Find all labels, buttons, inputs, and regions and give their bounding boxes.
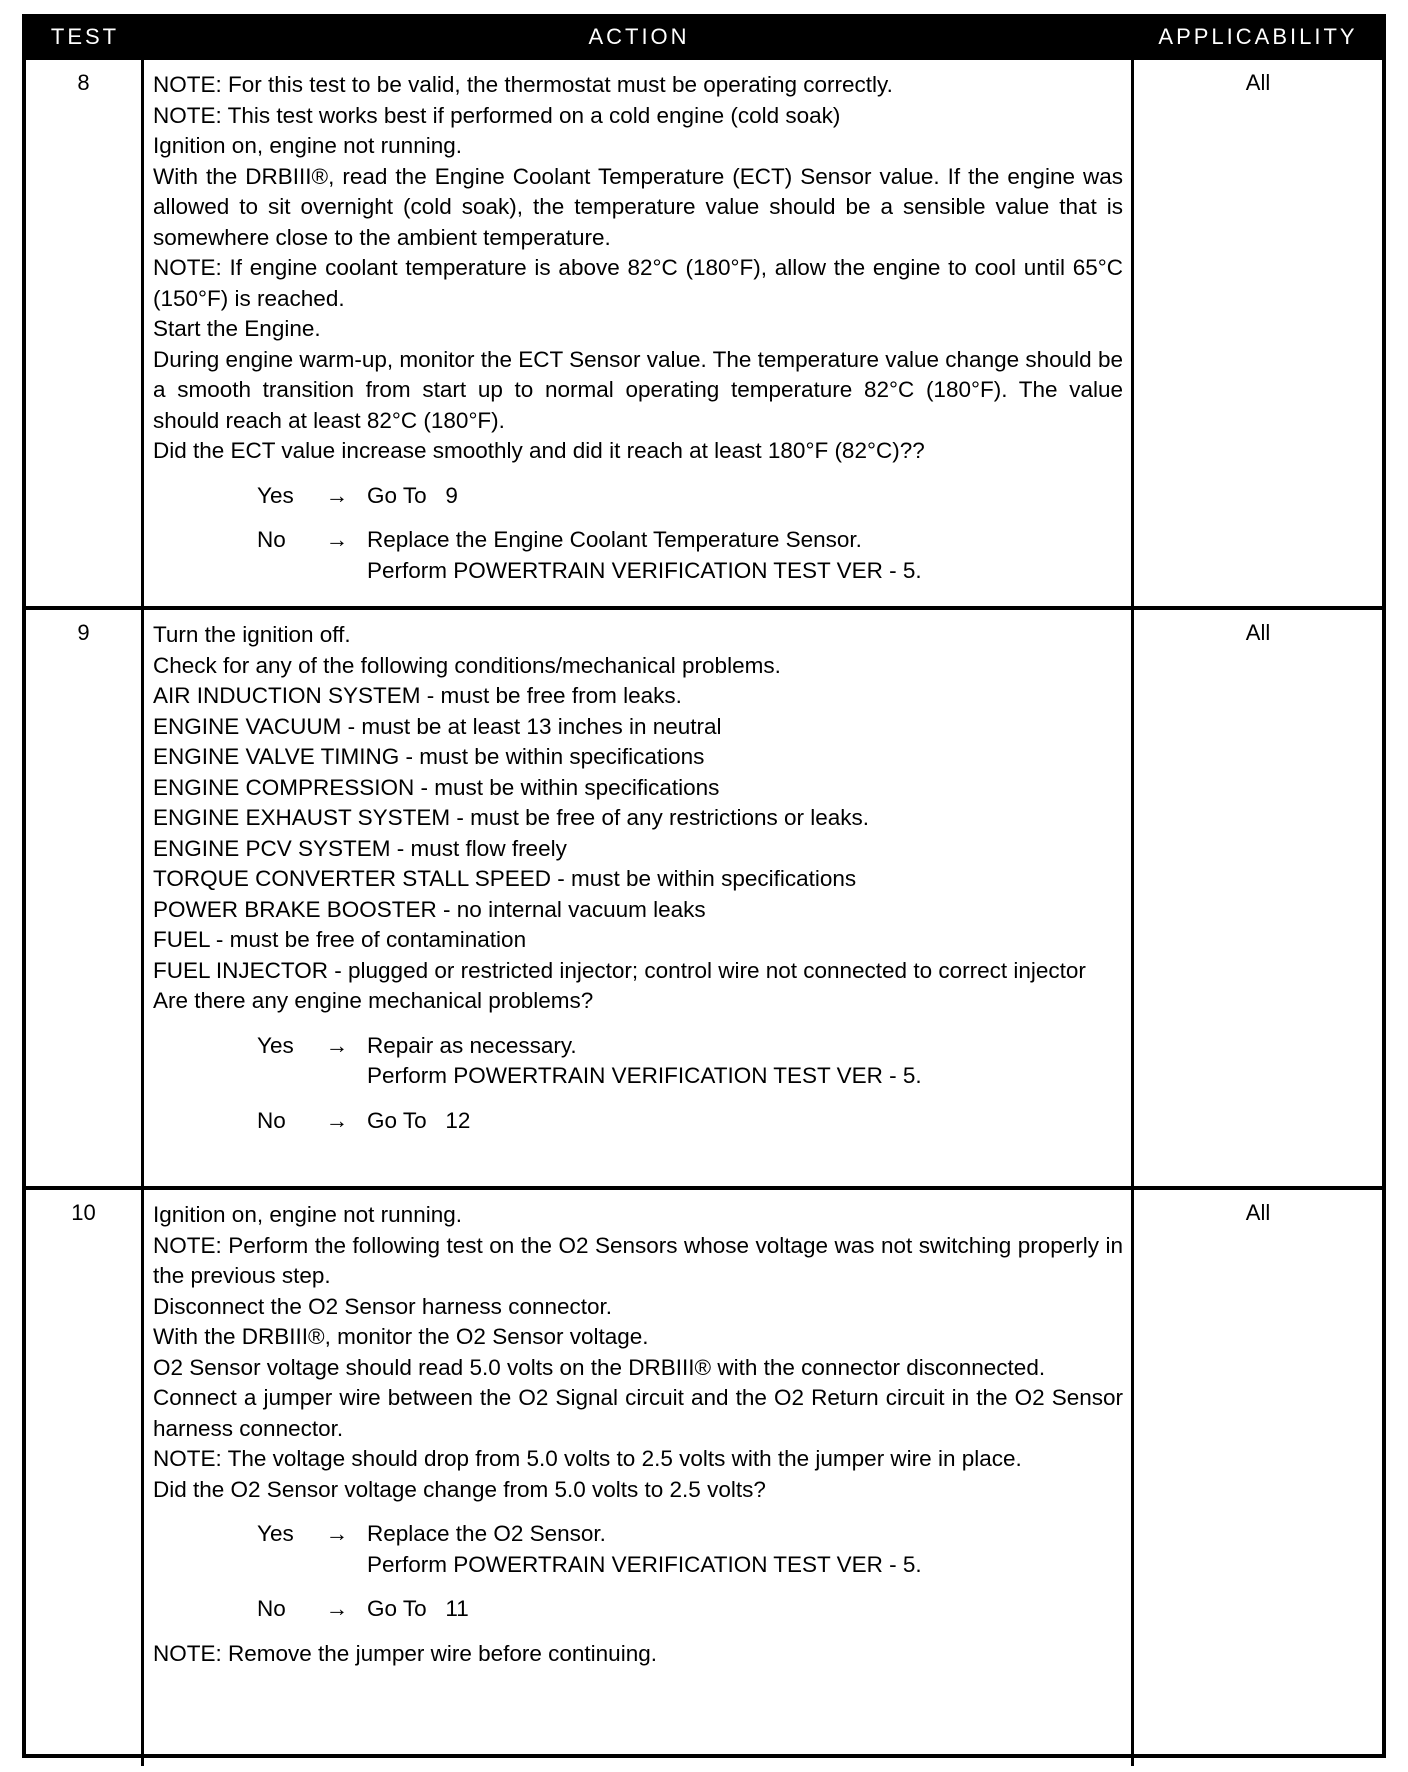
action-line: Check for any of the following conditions/mechanical problems. xyxy=(153,652,781,678)
table-row xyxy=(26,56,1382,606)
action-question: Did the ECT value increase smoothly and did it reach at least 180°F (82°C)?? xyxy=(153,438,925,463)
action-line: NOTE: The voltage should drop from 5.0 volts to 2.5 volts with the jumper wire in place. xyxy=(153,1446,1022,1471)
action-line: With the DRBIII®, monitor the O2 Sensor voltage. xyxy=(153,1324,649,1349)
action-line: Turn the ignition off. xyxy=(153,622,351,647)
yes-action-2: Perform POWERTRAIN VERIFICATION TEST VER - 5. xyxy=(367,1551,922,1577)
arrow-right-icon: → xyxy=(325,1596,349,1621)
applicability: All xyxy=(1245,1200,1271,1225)
no-label: No xyxy=(257,1596,286,1621)
action-line: During engine warm-up, monitor the ECT Sensor value. The temperature value change should be a smooth transition from start up to normal operating temperature 82°C (180°F). The value should reach at least 82°C (180°F). xyxy=(153,346,1123,433)
action-line: NOTE: This test works best if performed on a cold engine (cold soak) xyxy=(153,102,841,128)
header-test: TEST xyxy=(50,24,120,49)
yes-label: Yes xyxy=(257,1521,294,1546)
action-question: Are there any engine mechanical problems? xyxy=(153,988,594,1013)
action-line: FUEL - must be free of contamination xyxy=(153,927,527,952)
applicability: All xyxy=(1245,620,1271,645)
arrow-right-icon: → xyxy=(325,1032,349,1058)
table-row xyxy=(26,1186,1382,1766)
action-line: Disconnect the O2 Sensor harness connector. xyxy=(153,1293,613,1319)
table-row xyxy=(26,606,1382,1186)
action-line: ENGINE VACUUM - must be at least 13 inches in neutral xyxy=(153,713,722,739)
no-label: No xyxy=(257,527,286,552)
header-action: ACTION xyxy=(588,24,690,49)
action-cell xyxy=(144,60,1134,606)
action-line: NOTE: Perform the following test on the O2 Sensors whose voltage was not switching properly in the previous step. xyxy=(153,1232,1123,1288)
yes-branch xyxy=(257,1031,1123,1092)
test-number: 9 xyxy=(26,610,144,1186)
action-line: ENGINE PCV SYSTEM - must flow freely xyxy=(153,835,567,861)
action-line: NOTE: If engine coolant temperature is above 82°C (180°F), allow the engine to cool until 65°C (150°F) is reached. xyxy=(153,255,1123,311)
arrow-right-icon: → xyxy=(325,1107,349,1133)
no-branch xyxy=(257,1106,1123,1137)
header-applicability: APPLICABILITY xyxy=(1158,24,1358,49)
action-line: ENGINE COMPRESSION - must be within specifications xyxy=(153,774,720,800)
no-action: Go To 12 xyxy=(367,1107,471,1133)
no-branch xyxy=(257,1594,1123,1625)
applicability: All xyxy=(1245,70,1271,95)
no-branch xyxy=(257,525,1123,586)
footer-note: NOTE: Remove the jumper wire before continuing. xyxy=(153,1640,657,1666)
no-action-2: Perform POWERTRAIN VERIFICATION TEST VER - 5. xyxy=(367,557,922,583)
action-line: Ignition on, engine not running. xyxy=(153,1202,462,1227)
action-line: ENGINE EXHAUST SYSTEM - must be free of any restrictions or leaks. xyxy=(153,805,870,830)
test-number: 8 xyxy=(26,60,144,606)
action-line: NOTE: For this test to be valid, the thermostat must be operating correctly. xyxy=(153,72,893,97)
action-line: ENGINE VALVE TIMING - must be within specifications xyxy=(153,744,705,769)
action-question: Did the O2 Sensor voltage change from 5.0 volts to 2.5 volts? xyxy=(153,1476,766,1502)
action-cell xyxy=(144,1190,1134,1766)
action-line: Ignition on, engine not running. xyxy=(153,133,462,158)
arrow-right-icon: → xyxy=(325,482,349,508)
yes-action: Repair as necessary. xyxy=(367,1032,577,1058)
test-number: 10 xyxy=(26,1190,144,1766)
no-label: No xyxy=(257,1107,286,1133)
action-cell xyxy=(144,610,1134,1186)
action-line: TORQUE CONVERTER STALL SPEED - must be within specifications xyxy=(153,866,857,891)
action-line: FUEL INJECTOR - plugged or restricted injector; control wire not connected to correct injector xyxy=(153,957,1086,983)
no-action: Go To 11 xyxy=(367,1596,469,1621)
yes-branch xyxy=(257,1519,1123,1580)
yes-action: Replace the O2 Sensor. xyxy=(367,1521,606,1546)
action-line: With the DRBIII®, read the Engine Coolant Temperature (ECT) Sensor value. If the engine was allowed to sit overnight (cold soak), the temperature value should be a sensible value that is somewhere close to the ambient temperature. xyxy=(153,163,1123,250)
action-line: Connect a jumper wire between the O2 Signal circuit and the O2 Return circuit in the O2 Sensor harness connector. xyxy=(153,1385,1123,1441)
yes-label: Yes xyxy=(257,1032,294,1058)
yes-label: Yes xyxy=(257,482,294,508)
arrow-right-icon: → xyxy=(325,1521,349,1546)
table-header xyxy=(26,18,1382,56)
yes-action: Go To 9 xyxy=(367,482,458,508)
arrow-right-icon: → xyxy=(325,527,349,552)
yes-branch xyxy=(257,481,1123,512)
diagnostic-table xyxy=(22,14,1386,1758)
action-line: Start the Engine. xyxy=(153,316,321,341)
yes-action-2: Perform POWERTRAIN VERIFICATION TEST VER - 5. xyxy=(367,1063,922,1088)
action-line: POWER BRAKE BOOSTER - no internal vacuum leaks xyxy=(153,896,706,922)
action-line: O2 Sensor voltage should read 5.0 volts on the DRBIII® with the connector disconnected. xyxy=(153,1354,1046,1380)
action-line: AIR INDUCTION SYSTEM - must be free from leaks. xyxy=(153,683,682,708)
no-action: Replace the Engine Coolant Temperature Sensor. xyxy=(367,527,862,552)
